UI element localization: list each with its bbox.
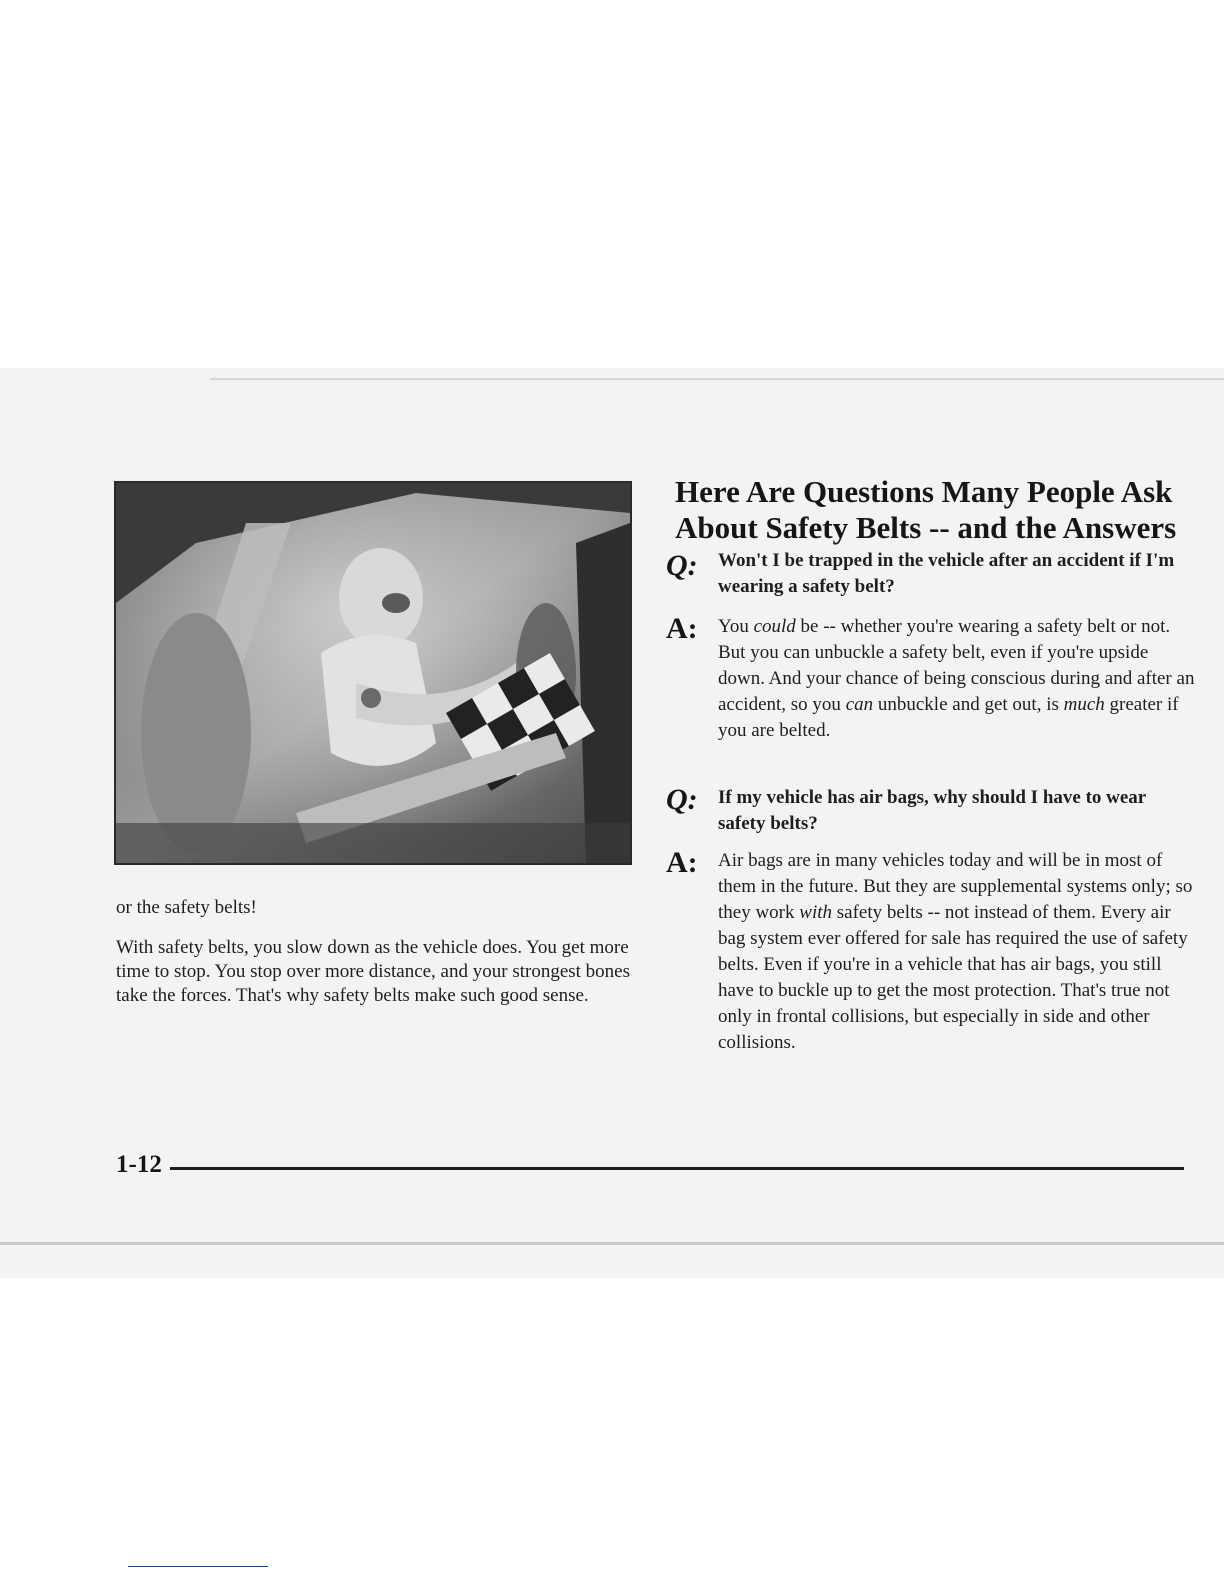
heading-line-1: Here Are Questions Many People Ask	[675, 474, 1173, 509]
stray-underline	[128, 1566, 268, 1567]
body-paragraph: With safety belts, you slow down as the vehicle does. You get more time to stop. You stop over more distance, and your strongest bones take the forces. That's why safety belts make such good sense.	[116, 937, 631, 1006]
footer-rule	[170, 1167, 1184, 1170]
answer-1-text: greater if you are belted.	[718, 694, 1179, 741]
answer-2-emphasis: with	[799, 902, 832, 923]
answer-2-text: safety belts -- not instead of them. Every air bag system ever offered for sale has required the use of safety belts. Even if you're in a vehicle that has air bags, you still have to buckle up to get the most protection. That's true not only in frontal collisions, but especially in side and other collisions.	[718, 902, 1188, 1053]
page-footer	[116, 1147, 1184, 1183]
question-2: If my vehicle has air bags, why should I have to wear safety belts?	[718, 787, 1146, 834]
question-marker: Q:	[666, 783, 698, 816]
answer-marker: A:	[666, 846, 698, 879]
answer-marker: A:	[666, 612, 698, 645]
heading-line-2: About Safety Belts -- and the Answers	[675, 510, 1177, 545]
answer-1-text: unbuckle and get out, is	[873, 694, 1064, 715]
answer-1-emphasis: could	[753, 616, 796, 637]
question-1: Won't I be trapped in the vehicle after an accident if I'm wearing a safety belt?	[718, 550, 1175, 597]
crash-test-dummy-icon	[116, 483, 630, 863]
page-number: 1-12	[116, 1151, 162, 1178]
answer-2-text: Air bags are in many vehicles today and will be in most of them in the future. But they are supplemental systems only; so they work	[718, 850, 1193, 923]
bottom-divider	[0, 1242, 1224, 1245]
answer-1-text: You	[718, 616, 754, 637]
answer-1-emphasis: can	[845, 694, 874, 715]
answer-1-text: be -- whether you're wearing a safety belt or not. But you can unbuckle a safety belt, even if you're upside down. And your chance of being conscious during and after an accident, so you	[718, 616, 1195, 715]
answer-1-emphasis: much	[1063, 694, 1105, 715]
question-marker: Q:	[666, 549, 698, 582]
crash-test-photo	[114, 481, 632, 865]
answer-1	[718, 614, 1198, 744]
answer-2	[718, 848, 1198, 1056]
section-heading	[675, 474, 1215, 546]
top-divider	[210, 378, 1224, 380]
photo-caption: or the safety belts!	[116, 897, 257, 918]
